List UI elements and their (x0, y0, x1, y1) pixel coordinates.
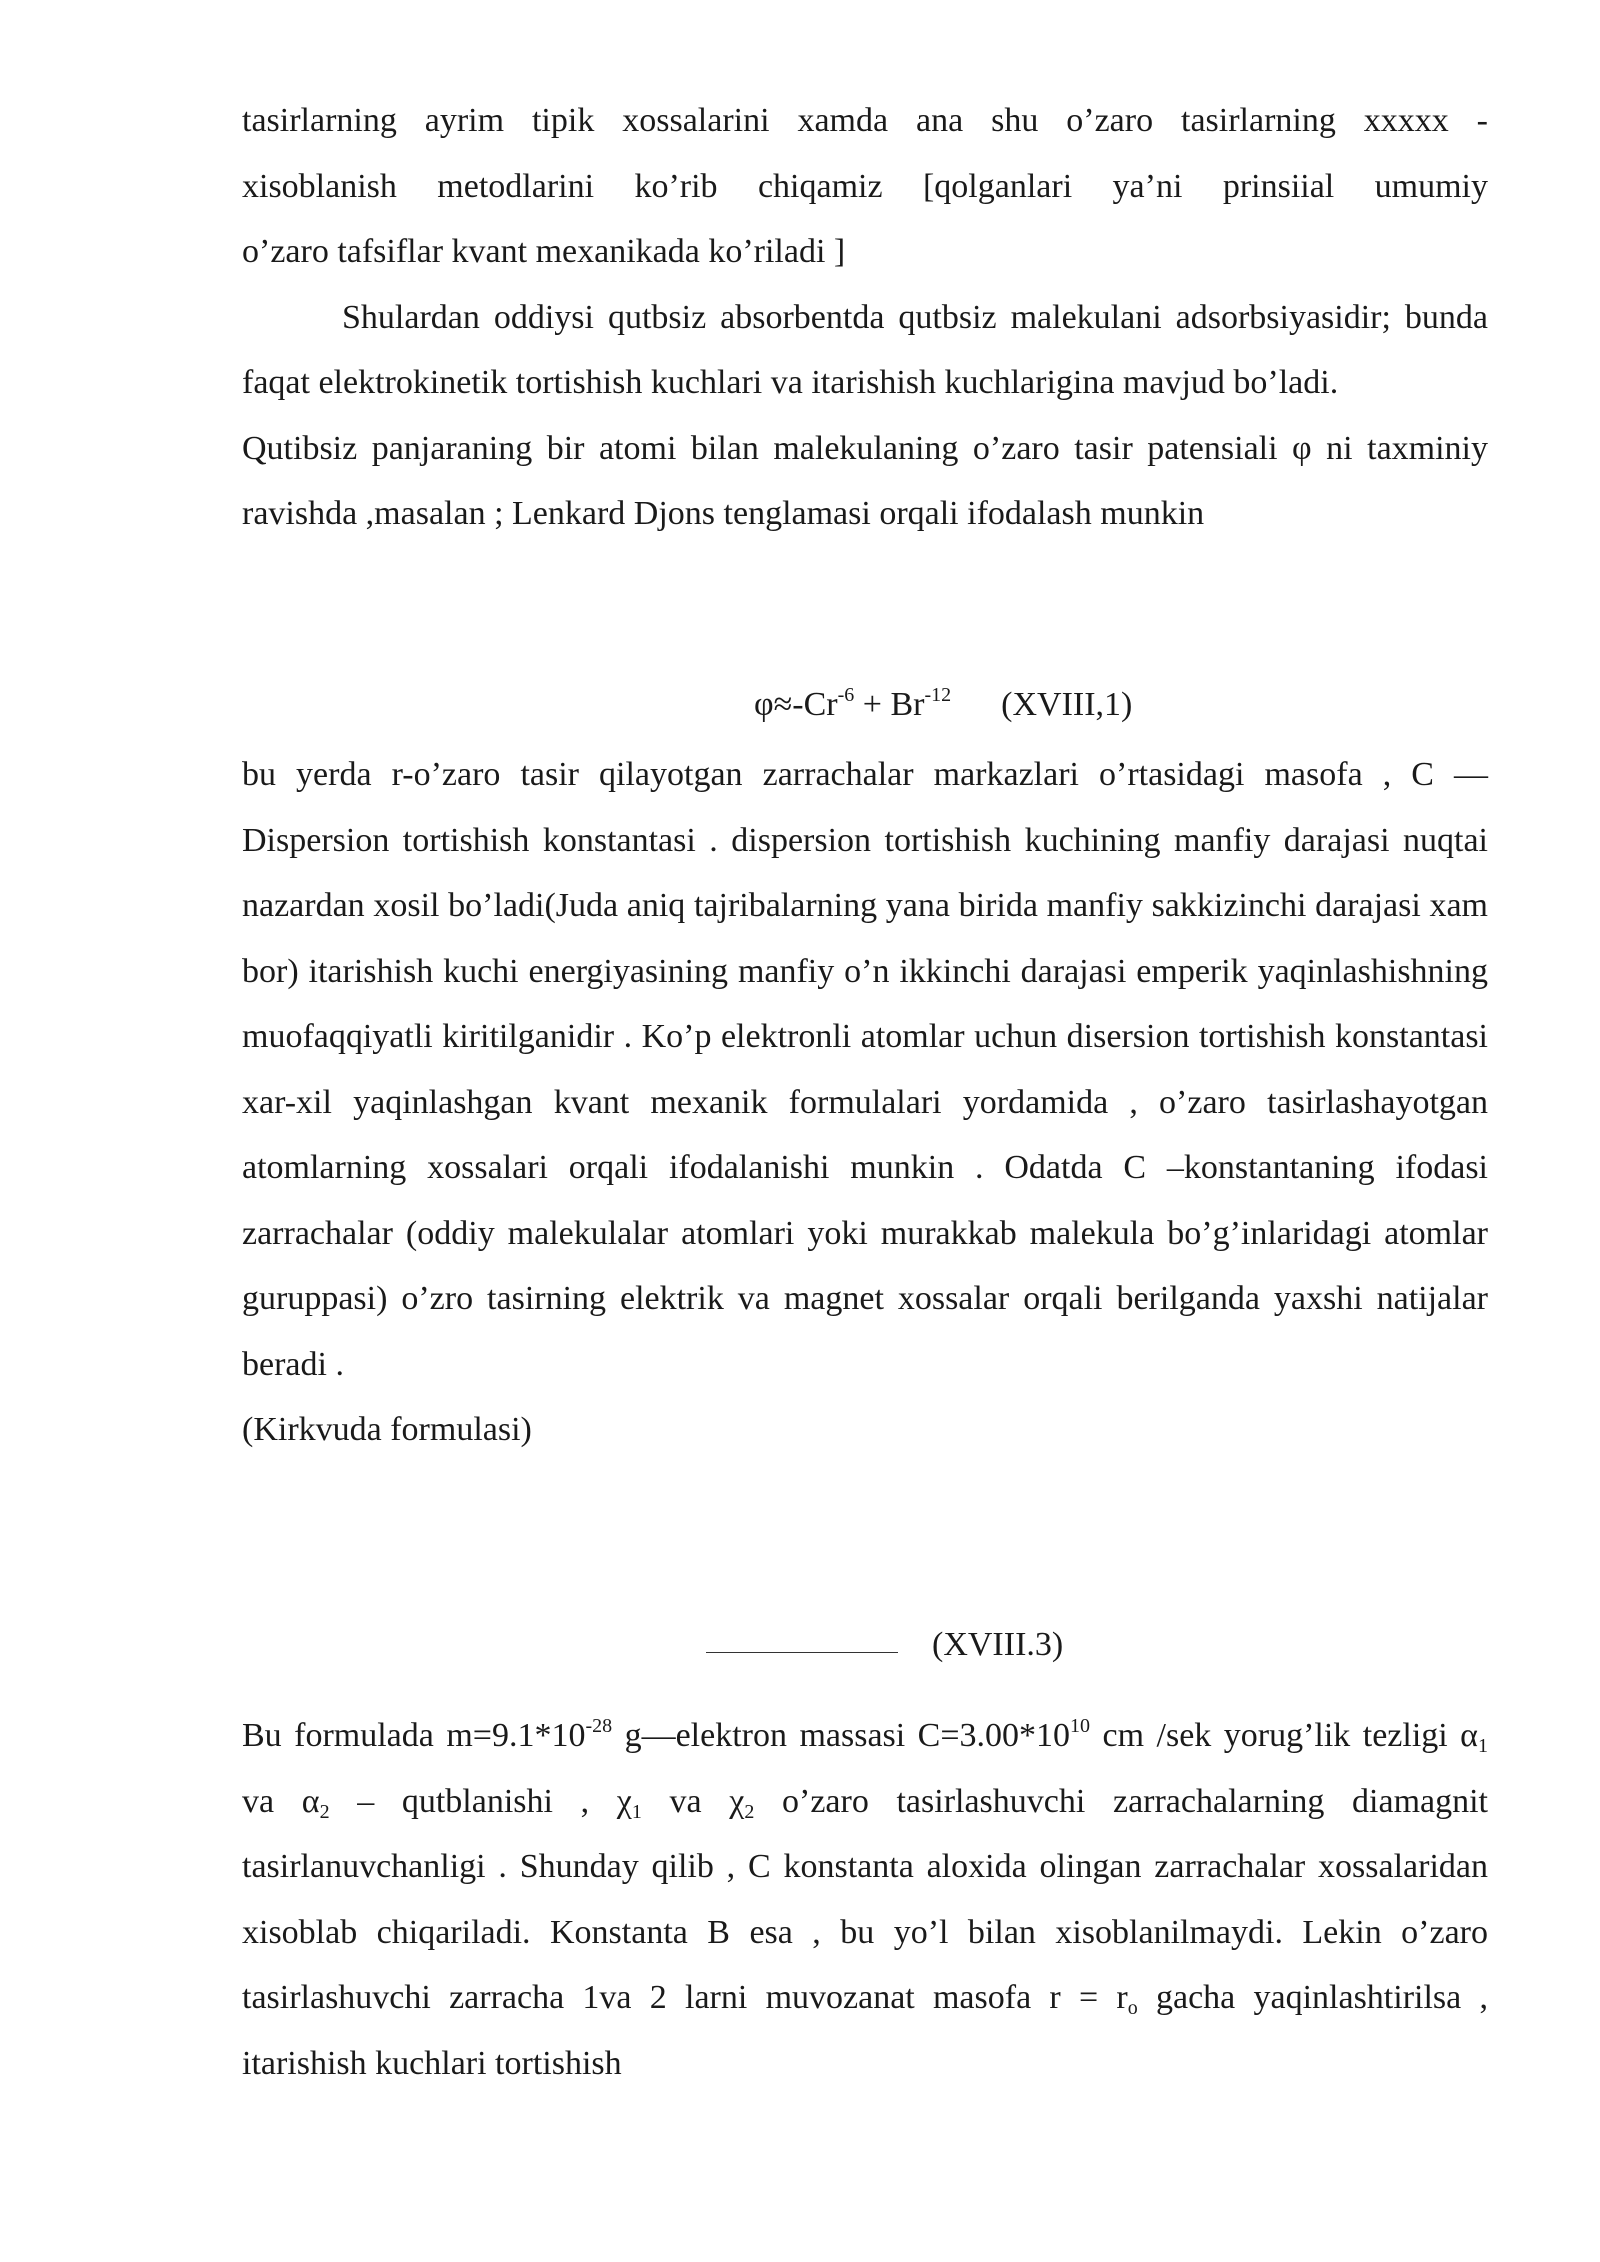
equation-1-part-2: + Br (854, 686, 925, 723)
p6-text-1: Bu formulada m=9.1*10 (242, 1717, 586, 1754)
p6-exp-1: -28 (585, 1715, 613, 1737)
paragraph-3: Qutibsiz panjaraning bir atomi bilan malekulaning o’zaro tasir patensiali φ ni taxminiy ravishda ,masalan ; Lenkard Djons tenglamasi orqali ifodalash munkin (242, 429, 1488, 532)
p6-text-2: g—elektron massasi C=3.00*10 (612, 1717, 1071, 1754)
equation-1-exponent-1: -6 (837, 684, 855, 706)
paragraph-1-line-2-wrap (242, 154, 1488, 220)
p6-sub-2: 2 (319, 1800, 330, 1823)
paragraph-2: Shulardan oddiysi qutbsiz absorbentda qutbsiz malekulani adsorbsiyasidir; bunda faqat elektrokinetik tortishish kuchlari va itarishish kuchlarigina mavjud bo’ladi. (242, 298, 1488, 401)
p6-text-8: gacha yaqinlashtirilsa , itarishish kuchlari tortishish (242, 1979, 1488, 2082)
paragraph-1-line-3: o’zaro tafsiflar kvant mexanikada ko’riladi ] (242, 233, 846, 270)
equation-3-fraction-line (706, 1652, 898, 1653)
paragraph-4: bu yerda r-o’zaro tasir qilayotgan zarrachalar markazlari o’rtasidagi masofa , C —Dispersion tortishish konstantasi . dispersion tortishish kuchining manfiy darajasi nuqtai nazardan xosil bo’ladi(Juda aniq tajribalarning yana birida manfiy sakkizinchi darajasi xam bor) itarishish kuchi energiyasining manfiy o’n ikkinchi darajasi emperik yaqinlashishning muofaqqiyatli kiritilganidir . Ko’p elektronli atomlar uchun disersion tortishish konstantasi xar-xil yaqinlashgan kvant mexanik formulalari yordamida , o’zaro tasirlashayotgan atomlarning xossalari orqali ifodalanishi munkin . Odatda C –konstantaning ifodasi zarrachalar (oddiy malekulalar atomlari yoki murakkab malekula bo’g’inlaridagi atomlar guruppasi) o’zro tasirning elektrik va magnet xossalar orqali berilganda yaxshi natijalar beradi . (242, 756, 1488, 1383)
p6-text-3: cm /sek yorug’lik tezligi α (1090, 1717, 1478, 1754)
paragraph-1-line-2: xisoblanish metodlarini ko’rib chiqamiz [qolganlari ya’ni prinsiial umumiy (242, 167, 1488, 205)
p6-text-6: va χ (641, 1782, 745, 1820)
equation-1-label: (XVIII,1) (1001, 686, 1133, 723)
p6-sub-3: 1 (631, 1800, 642, 1823)
equation-3-label: (XVIII.3) (932, 1626, 1064, 1663)
paragraph-1-line-3-wrap (242, 219, 1488, 285)
equation-1-exponent-2: -12 (924, 684, 952, 706)
text-block-middle (242, 742, 1488, 1463)
p6-sub-1: 1 (1478, 1735, 1488, 1757)
paragraph-1-line-1: tasirlarning ayrim tipik xossalarini xamda ana shu o’zaro tasirlarning xxxxx - (242, 102, 1488, 139)
paragraph-6 (242, 1703, 1488, 2096)
p6-sub-5: o (1127, 1997, 1138, 2019)
text-block-bottom (242, 1703, 1488, 2096)
paragraph-1 (242, 88, 1488, 154)
paragraph-5: (Kirkvuda formulasi) (242, 1411, 532, 1448)
text-block-top (242, 88, 1488, 547)
p6-sub-4: 2 (744, 1800, 755, 1823)
equation-1-part-1: φ≈-Cr (754, 686, 838, 723)
p6-text-5: – qutblanishi , χ (329, 1782, 632, 1820)
p6-exp-2: 10 (1070, 1715, 1091, 1737)
equation-lennard-jones (754, 686, 1132, 724)
p6-text-7: o’zaro tasirlashuvchi zarrachalarning diamagnit tasirlanuvchanligi . Shunday qilib , C konstanta aloxida olingan zarrachalar xossalaridan xisoblab chiqariladi. Konstanta B esa , bu yo’l bilan xisoblanilmaydi. Lekin o’zaro tasirlashuvchi zarracha 1va 2 larni muvozanat masofa r = r (242, 1782, 1489, 2016)
p6-text-4: va α (242, 1782, 320, 1820)
